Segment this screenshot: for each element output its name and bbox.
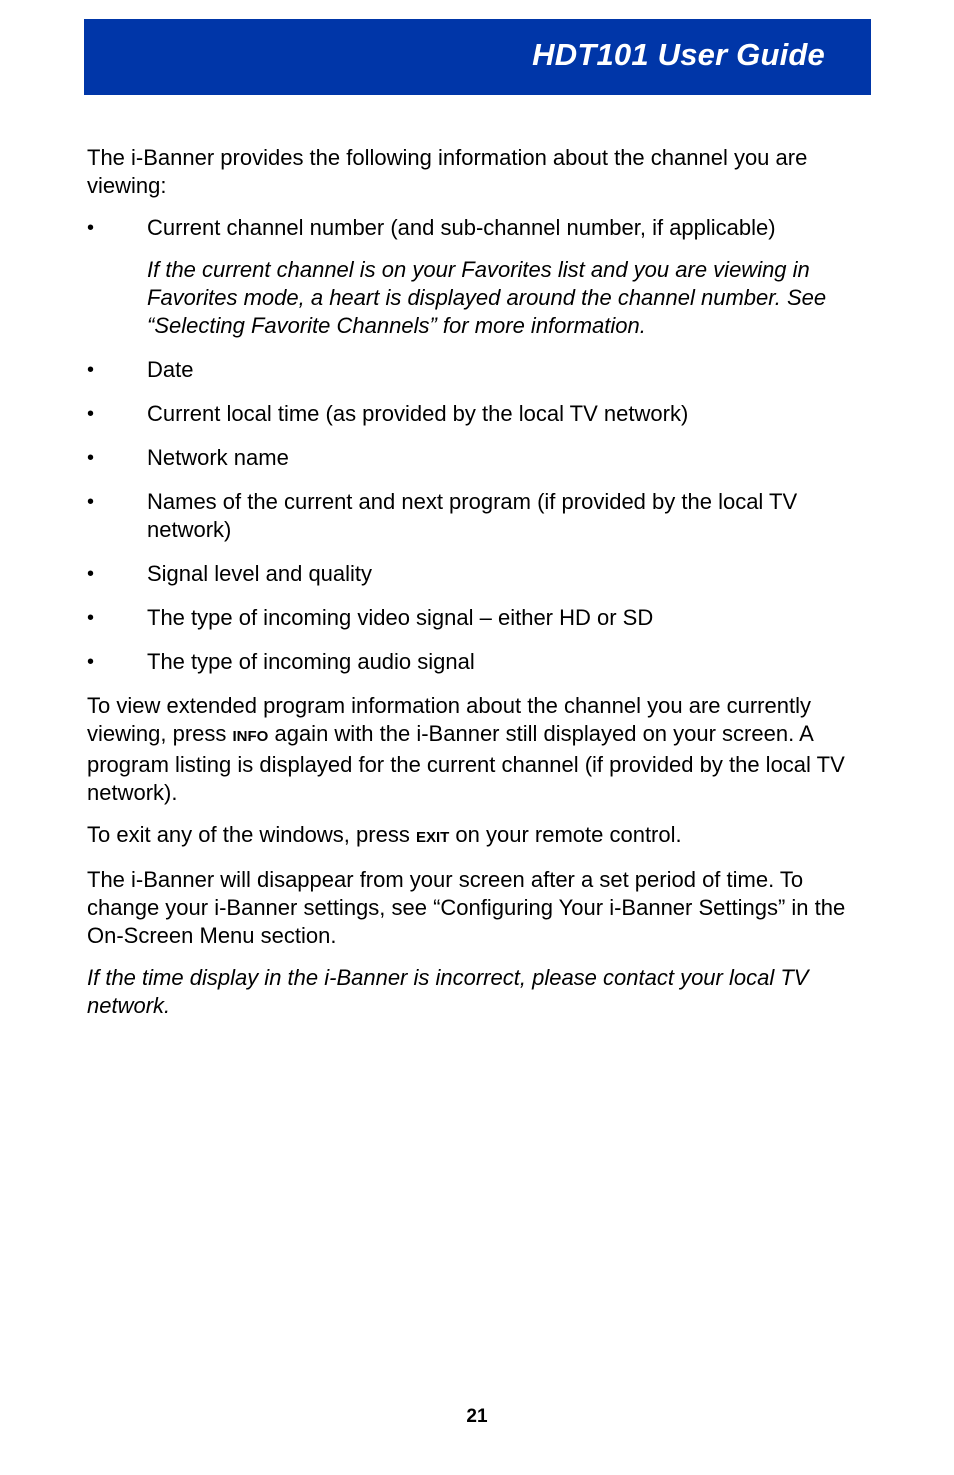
list-item-text: Network name <box>147 445 289 470</box>
exit-key-label: EXIT <box>415 829 450 846</box>
info-paragraph-after: again with the i-Banner still displayed on your screen. A program listing is displayed for the current channel (if provided by the local TV network). <box>87 721 845 805</box>
disappear-paragraph: The i-Banner will disappear from your screen after a set period of time. To change your i-Banner settings, see “Configuring Your i-Banner Settings” in the On-Screen Menu section. <box>87 867 846 948</box>
list-item-text: Current channel number (and sub-channel number, if applicable) <box>147 215 776 240</box>
info-paragraph <box>87 692 867 807</box>
bullet-icon: • <box>87 651 95 673</box>
favorites-note: If the current channel is on your Favorites list and you are viewing in Favorites mode, a heart is displayed around the channel number. See “Selecting Favorite Channels” for more information. <box>147 257 827 338</box>
bullet-icon: • <box>87 491 95 513</box>
exit-paragraph <box>87 821 867 852</box>
list-item-text: The type of incoming audio signal <box>147 649 475 674</box>
bullet-icon: • <box>87 359 95 381</box>
list-item <box>87 444 867 472</box>
page-content <box>87 144 867 1034</box>
document-title: HDT101 User Guide <box>532 37 825 72</box>
bullet-icon: • <box>87 403 95 425</box>
list-item-text: Date <box>147 357 194 382</box>
list-item-text: The type of incoming video signal – either HD or SD <box>147 605 654 630</box>
header-banner <box>84 19 871 95</box>
intro-paragraph: The i-Banner provides the following information about the channel you are viewing: <box>87 145 808 198</box>
list-item <box>87 604 867 632</box>
info-paragraph-before: To view extended program information about the channel you are currently viewing, press <box>87 693 811 746</box>
list-item <box>87 356 867 384</box>
list-item <box>87 560 867 588</box>
bullet-icon: • <box>87 607 95 629</box>
info-bullet-list <box>87 214 867 676</box>
page-number: 21 <box>466 1406 488 1427</box>
list-item-text: Current local time (as provided by the local TV network) <box>147 401 689 426</box>
list-item <box>87 400 867 428</box>
time-display-note: If the time display in the i-Banner is incorrect, please contact your local TV network. <box>87 965 809 1018</box>
bullet-icon: • <box>87 217 95 239</box>
exit-paragraph-before: To exit any of the windows, press <box>87 822 416 847</box>
list-item-text: Signal level and quality <box>147 561 373 586</box>
list-item-text: Names of the current and next program (if provided by the local TV network) <box>147 489 798 542</box>
bullet-icon: • <box>87 563 95 585</box>
exit-paragraph-after: on your remote control. <box>449 822 682 847</box>
list-item <box>87 648 867 676</box>
list-item <box>87 488 867 544</box>
list-item <box>87 214 867 340</box>
bullet-icon: • <box>87 447 95 469</box>
info-key-label: INFO <box>232 728 269 745</box>
